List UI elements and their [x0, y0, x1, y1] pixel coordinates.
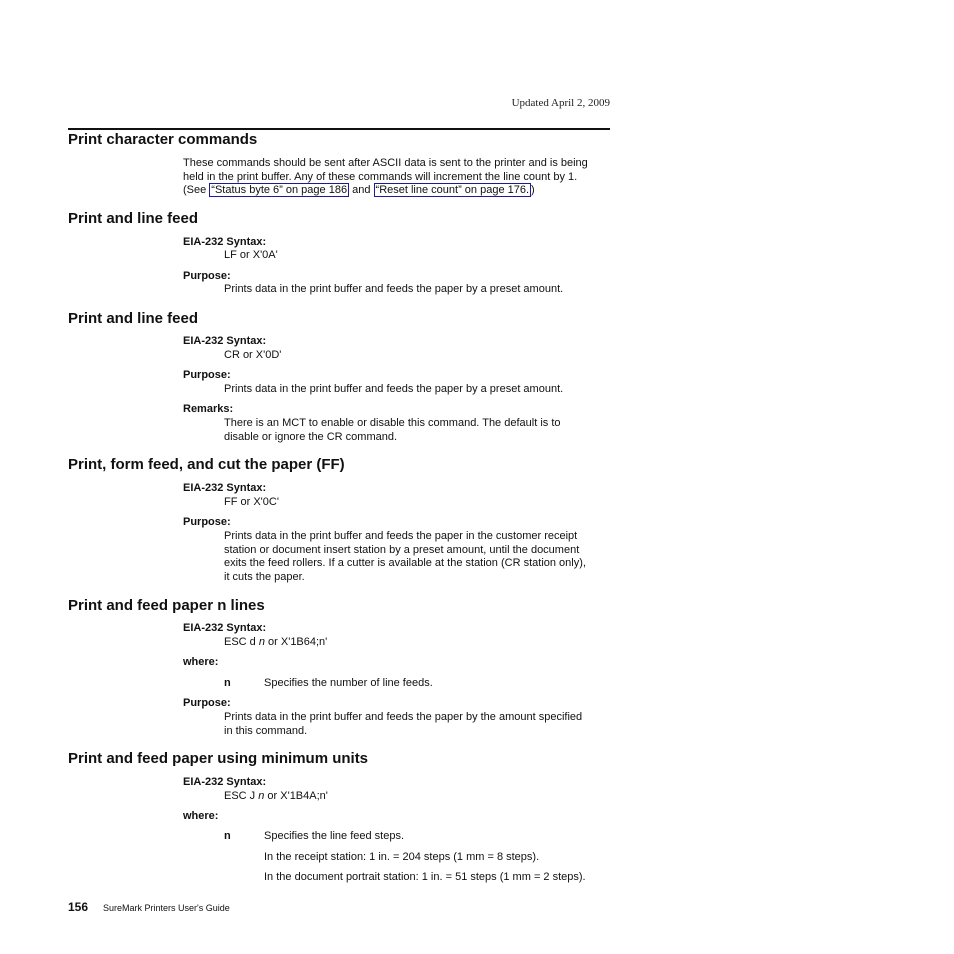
heading-feed-n-lines: Print and feed paper n lines — [68, 597, 265, 614]
s4-where-label: where: — [183, 656, 219, 668]
s4-purpose-label: Purpose: — [183, 697, 231, 709]
page-number: 156 — [68, 900, 89, 914]
s5-syntax-value — [224, 790, 328, 804]
link-reset-line-count[interactable]: “Reset line count” on page 176. — [375, 184, 530, 196]
s4-syntax-label: EIA-232 Syntax: — [183, 622, 267, 634]
s4-syntax-pre: ESC d — [224, 636, 259, 648]
intro-close: ) — [531, 184, 535, 196]
s3-purpose-line-4: it cuts the paper. — [224, 570, 305, 583]
s2-remarks-text — [224, 417, 561, 444]
s2-syntax-label: EIA-232 Syntax: — [183, 335, 267, 347]
s5-term-def-1: Specifies the line feed steps. — [264, 830, 405, 842]
s2-remarks-line-1: There is an MCT to enable or disable this command. The default is to — [224, 417, 561, 429]
intro-line-3 — [183, 184, 588, 198]
heading-print-character-commands: Print character commands — [68, 131, 258, 148]
heading-print-and-line-feed-lf: Print and line feed — [68, 210, 199, 227]
top-rule — [68, 128, 610, 130]
s5-term-def-2: In the receipt station: 1 in. = 204 steps (1 mm = 8 steps). — [264, 851, 540, 863]
s2-purpose-label: Purpose: — [183, 369, 231, 381]
intro-paragraph — [183, 157, 588, 198]
s4-purpose-text — [224, 711, 582, 738]
s4-term-n: n — [224, 677, 231, 689]
intro-see: (See — [183, 184, 210, 196]
s4-syntax-post: or X'1B64;n' — [264, 636, 328, 648]
s5-syntax-var: n — [258, 790, 265, 802]
s3-purpose-line-3: exits the feed rollers. If a cutter is available at the station (CR station only), — [224, 557, 586, 569]
s5-where-label: where: — [183, 810, 219, 822]
s2-purpose-text: Prints data in the print buffer and feeds the paper by a preset amount. — [224, 383, 564, 395]
s3-purpose-label: Purpose: — [183, 516, 231, 528]
s5-term-n: n — [224, 830, 231, 842]
s1-syntax-label: EIA-232 Syntax: — [183, 236, 267, 248]
s4-term-def: Specifies the number of line feeds. — [264, 677, 433, 689]
s4-purpose-line-1: Prints data in the print buffer and feeds the paper by the amount specified — [224, 711, 583, 723]
s2-remarks-label: Remarks: — [183, 403, 234, 415]
s2-syntax-value: CR or X'0D' — [224, 349, 282, 361]
s1-purpose-text: Prints data in the print buffer and feeds the paper by a preset amount. — [224, 283, 564, 295]
s2-remarks-line-2: disable or ignore the CR command. — [224, 430, 398, 443]
intro-line-2: held in the print buffer. Any of these commands will increment the line count by 1. — [183, 170, 578, 183]
s3-purpose-text — [224, 530, 586, 584]
s5-syntax-post: or X'1B4A;n' — [264, 790, 328, 802]
s3-syntax-label: EIA-232 Syntax: — [183, 482, 267, 494]
s1-purpose-label: Purpose: — [183, 270, 231, 282]
heading-print-and-line-feed-cr: Print and line feed — [68, 310, 199, 327]
s5-syntax-pre: ESC J — [224, 790, 259, 802]
s3-syntax-value: FF or X'0C' — [224, 496, 279, 508]
heading-feed-minimum-units: Print and feed paper using minimum units — [68, 750, 369, 767]
link-status-byte-6[interactable]: “Status byte 6” on page 186 — [211, 184, 348, 196]
intro-and: and — [349, 184, 374, 196]
s1-syntax-value: LF or X'0A' — [224, 249, 278, 261]
intro-line-1: These commands should be sent after ASCII data is sent to the printer and is being — [183, 157, 588, 169]
s4-syntax-value — [224, 636, 327, 650]
s3-purpose-line-2: station or document insert station by a preset amount, until the document — [224, 543, 580, 556]
s3-purpose-line-1: Prints data in the print buffer and feeds the paper in the customer receipt — [224, 530, 578, 542]
s4-purpose-line-2: in this command. — [224, 724, 308, 737]
s5-term-def-3: In the document portrait station: 1 in. = 51 steps (1 mm = 2 steps). — [264, 871, 586, 883]
s4-syntax-var: n — [258, 636, 265, 648]
footer-title: SureMark Printers User's Guide — [103, 903, 230, 913]
s5-syntax-label: EIA-232 Syntax: — [183, 776, 267, 788]
heading-form-feed-cut: Print, form feed, and cut the paper (FF) — [68, 456, 345, 473]
updated-date: Updated April 2, 2009 — [511, 97, 610, 109]
